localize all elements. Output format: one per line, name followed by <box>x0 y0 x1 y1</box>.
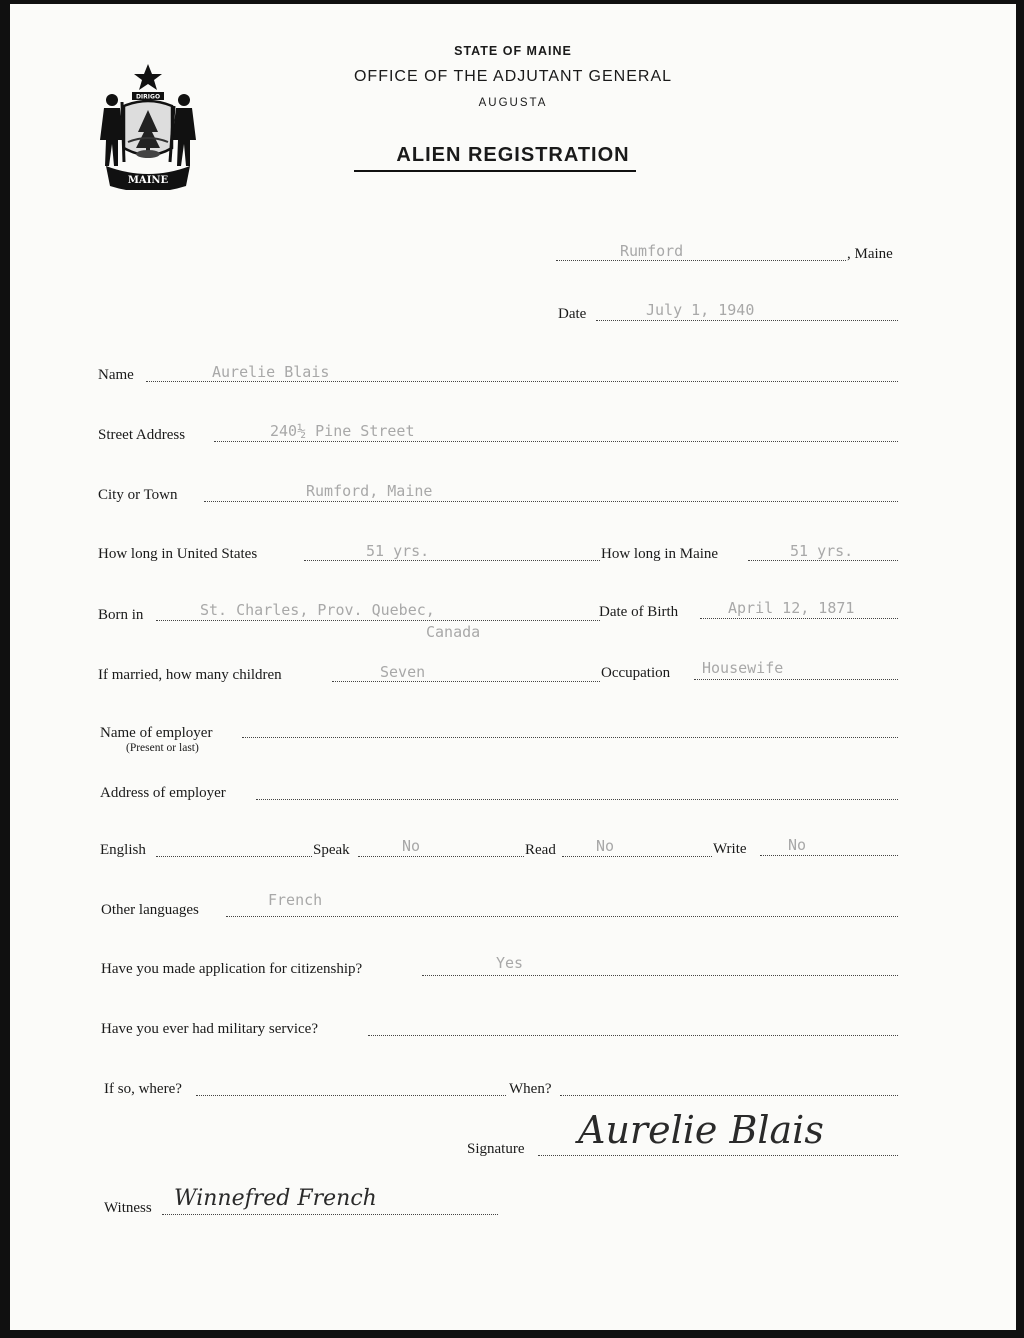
time-in-maine-value[interactable]: 51 yrs. <box>790 542 854 560</box>
born-in-value[interactable]: St. Charles, Prov. Quebec, <box>200 601 435 619</box>
date-line <box>596 320 898 321</box>
registration-form-page <box>10 4 1016 1330</box>
office-heading: OFFICE OF THE ADJUTANT GENERAL <box>353 68 673 85</box>
citizenship-line <box>422 975 898 976</box>
english-line <box>156 856 312 857</box>
if-so-where-label: If so, where? <box>104 1081 182 1097</box>
form-title: ALIEN REGISTRATION <box>396 144 630 166</box>
employer-name-label: Name of employer <box>100 725 213 741</box>
date-label: Date <box>558 306 587 322</box>
other-languages-value[interactable]: French <box>268 891 323 909</box>
born-in-value-line2[interactable]: Canada <box>426 623 481 641</box>
seal-banner: MAINE <box>127 175 169 186</box>
occupation-label: Occupation <box>601 665 671 681</box>
signature-label: Signature <box>467 1141 525 1157</box>
when-line <box>560 1095 898 1096</box>
name-label: Name <box>98 367 134 383</box>
employer-address-label: Address of employer <box>100 785 226 801</box>
read-label: Read <box>525 842 556 858</box>
military-label: Have you ever had military service? <box>101 1021 318 1037</box>
location-value[interactable]: Rumford <box>620 242 684 260</box>
state-heading: STATE OF MAINE <box>454 44 572 58</box>
witness-line <box>162 1214 498 1215</box>
time-in-maine-label: How long in Maine <box>601 546 719 562</box>
other-languages-line <box>226 916 898 917</box>
date-value[interactable]: July 1, 1940 <box>646 301 755 319</box>
city-heading: AUGUSTA <box>478 97 548 109</box>
witness-value[interactable]: Winnefred French <box>174 1186 377 1211</box>
signature-value[interactable]: Aurelie Blais <box>578 1108 824 1152</box>
children-label: If married, how many children <box>98 667 282 683</box>
street-address-label: Street Address <box>98 427 186 443</box>
time-in-us-line <box>304 560 600 561</box>
read-value[interactable]: No <box>596 837 615 855</box>
read-line <box>562 856 712 857</box>
time-in-maine-line <box>748 560 898 561</box>
employer-name-sublabel: (Present or last) <box>126 742 199 754</box>
if-so-where-line <box>196 1095 506 1096</box>
time-in-us-value[interactable]: 51 yrs. <box>366 542 430 560</box>
seal-motto: DIRIGO <box>135 93 161 101</box>
city-value[interactable]: Rumford, Maine <box>306 482 433 500</box>
occupation-line <box>694 679 898 680</box>
time-in-us-label: How long in United States <box>98 546 258 562</box>
military-line <box>368 1035 898 1036</box>
other-languages-label: Other languages <box>101 902 199 918</box>
location-suffix: , Maine <box>847 246 893 262</box>
speak-value[interactable]: No <box>402 837 421 855</box>
children-value[interactable]: Seven <box>380 663 426 681</box>
date-of-birth-label: Date of Birth <box>599 604 679 620</box>
city-label: City or Town <box>98 487 178 503</box>
born-in-line <box>156 620 600 621</box>
citizenship-value[interactable]: Yes <box>496 954 524 972</box>
location-line <box>556 260 846 261</box>
name-value[interactable]: Aurelie Blais <box>212 363 330 381</box>
when-label: When? <box>509 1081 552 1097</box>
speak-label: Speak <box>313 842 350 858</box>
date-of-birth-line <box>700 618 898 619</box>
date-of-birth-value[interactable]: April 12, 1871 <box>728 599 855 617</box>
witness-label: Witness <box>104 1200 152 1216</box>
write-label: Write <box>713 841 747 857</box>
city-line <box>204 501 898 502</box>
occupation-value[interactable]: Housewife <box>702 659 784 677</box>
citizenship-label: Have you made application for citizenship? <box>101 961 363 977</box>
write-line <box>760 855 898 856</box>
signature-line <box>538 1155 898 1156</box>
speak-line <box>358 856 524 857</box>
children-line <box>332 681 600 682</box>
title-underline <box>354 170 636 172</box>
employer-address-line <box>256 799 898 800</box>
english-label: English <box>100 842 146 858</box>
born-in-label: Born in <box>98 607 144 623</box>
street-address-line <box>214 441 898 442</box>
write-value[interactable]: No <box>788 836 807 854</box>
name-line <box>146 381 898 382</box>
employer-name-line <box>242 737 898 738</box>
street-address-value[interactable]: 240½ Pine Street <box>270 422 415 440</box>
